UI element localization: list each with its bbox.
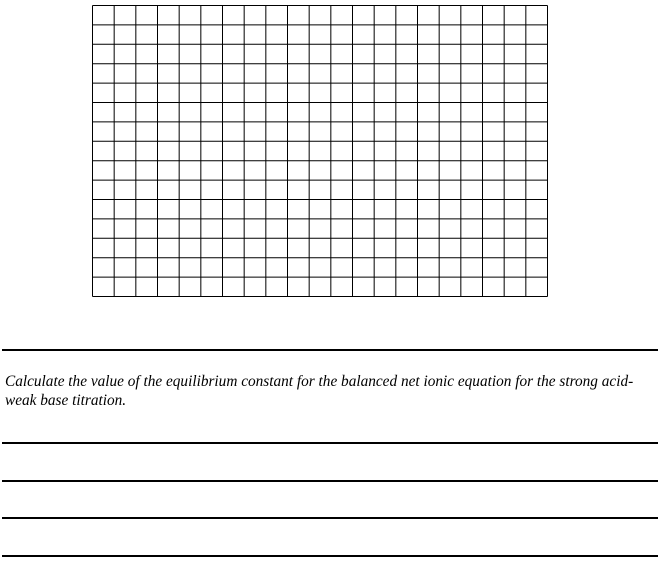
answer-line[interactable] bbox=[2, 442, 658, 444]
separator-line bbox=[2, 349, 658, 351]
answer-line[interactable] bbox=[2, 480, 658, 482]
answer-line[interactable] bbox=[2, 555, 658, 557]
answer-line[interactable] bbox=[2, 517, 658, 519]
question-text: Calculate the value of the equilibrium constant for the balanced net ionic equation for the strong acid-weak base titration. bbox=[5, 373, 634, 409]
